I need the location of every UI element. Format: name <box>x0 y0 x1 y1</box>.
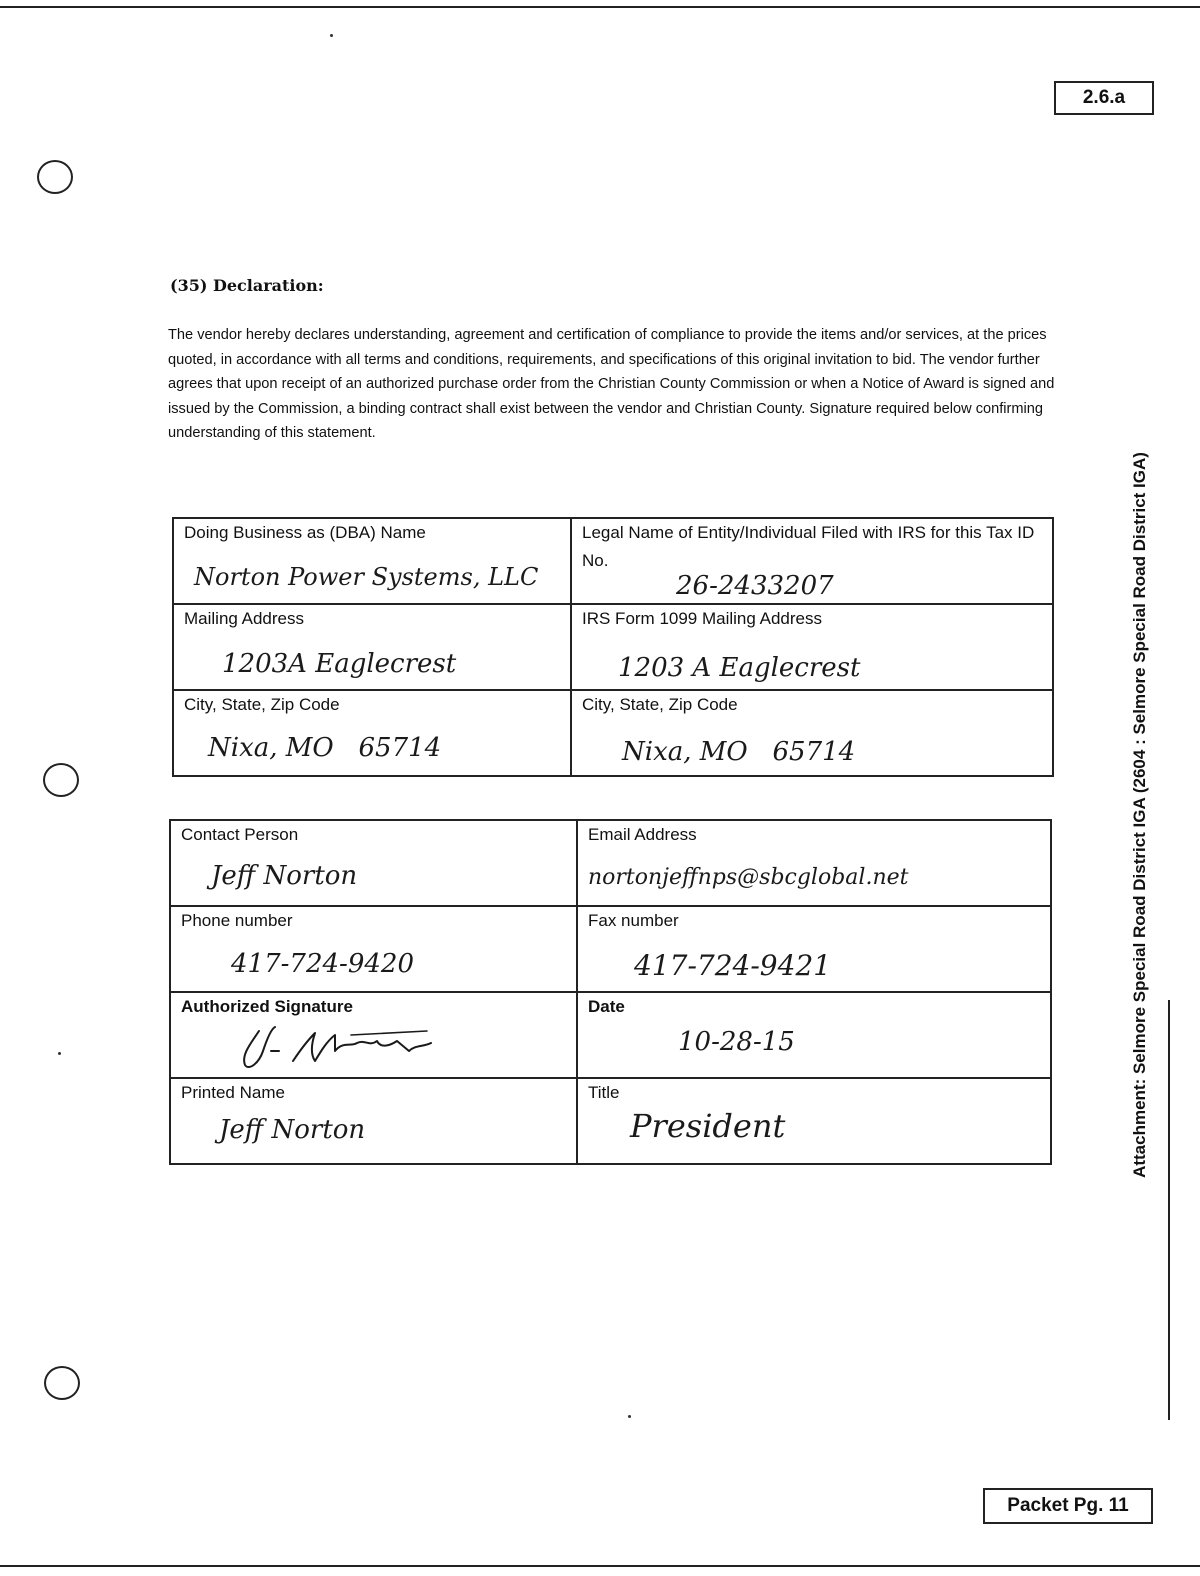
title-cell <box>577 1078 1051 1164</box>
city-state-zip-2-value: Nixa, MO 65714 <box>622 737 856 767</box>
contact-info-table <box>169 819 1052 1165</box>
signature-icon <box>231 1021 451 1075</box>
date-cell <box>577 992 1051 1078</box>
scan-speck <box>628 1415 631 1418</box>
top-rule <box>0 6 1200 8</box>
dba-value: Norton Power Systems, LLC <box>194 563 539 591</box>
fax-label: Fax number <box>588 911 679 930</box>
section-tag: 2.6.a <box>1054 81 1154 115</box>
date-value: 10-28-15 <box>678 1027 795 1057</box>
email-cell <box>577 820 1051 906</box>
punch-hole-icon <box>43 763 79 797</box>
punch-hole-icon <box>37 160 73 194</box>
phone-cell <box>170 906 577 992</box>
contact-person-label: Contact Person <box>181 825 299 844</box>
mailing-address-value: 1203A Eaglecrest <box>222 649 457 679</box>
punch-hole-icon <box>44 1366 80 1400</box>
bottom-rule <box>0 1565 1200 1567</box>
email-value: nortonjeffnps@sbcglobal.net <box>588 865 909 890</box>
dba-cell <box>173 518 571 604</box>
contact-person-cell <box>170 820 577 906</box>
phone-label: Phone number <box>181 911 293 930</box>
printed-name-value: Jeff Norton <box>219 1115 366 1145</box>
mailing-address-label: Mailing Address <box>184 609 305 628</box>
attachment-side-label: Attachment: Selmore Special Road District IGA (2604 : Selmore Special Road District IGA) <box>1130 452 1149 1178</box>
city-state-zip-cell <box>173 690 571 776</box>
scan-speck <box>58 1052 61 1055</box>
city-state-zip-label: City, State, Zip Code <box>184 695 340 714</box>
declaration-text: The vendor hereby declares understanding, agreement and certification of compliance to provide the items and/or services, at the prices quoted, in accordance with all terms and conditions, requirements, and specifications of this original invitation to bid. The vendor further agrees that upon receipt of an authorized purchase order from the Christian County Commission or when a Notice of Award is signed and issued by the Commission, a binding contract shall exist between the vendor and Christian County. Signature required below confirming understanding of this statement. <box>168 327 1055 441</box>
packet-page-number: Packet Pg. 11 <box>983 1488 1153 1524</box>
title-label: Title <box>588 1083 620 1102</box>
irs-mailing-address-cell <box>571 604 1053 690</box>
fax-cell <box>577 906 1051 992</box>
irs-mailing-address-value: 1203 A Eaglecrest <box>618 653 861 683</box>
dba-label: Doing Business as (DBA) Name <box>184 523 426 542</box>
title-value: President <box>630 1107 786 1145</box>
email-label: Email Address <box>588 825 697 844</box>
city-state-zip-value: Nixa, MO 65714 <box>208 733 442 763</box>
authorized-signature-label: Authorized Signature <box>181 997 353 1016</box>
irs-mailing-address-label: IRS Form 1099 Mailing Address <box>582 609 822 628</box>
right-margin-rule <box>1168 1000 1170 1420</box>
tax-id-value: 26-2433207 <box>676 571 834 601</box>
fax-value: 417-724-9421 <box>634 949 832 982</box>
date-label: Date <box>588 997 625 1016</box>
printed-name-label: Printed Name <box>181 1083 285 1102</box>
phone-value: 417-724-9420 <box>231 949 414 979</box>
city-state-zip-2-label: City, State, Zip Code <box>582 695 738 714</box>
legal-name-label: Legal Name of Entity/Individual Filed with IRS for this Tax ID No. <box>582 523 1035 570</box>
contact-person-value: Jeff Norton <box>211 861 358 891</box>
section-heading: (35) Declaration: <box>170 276 324 295</box>
mailing-address-cell <box>173 604 571 690</box>
legal-name-cell <box>571 518 1053 604</box>
vendor-info-table <box>172 517 1054 777</box>
city-state-zip-2-cell <box>571 690 1053 776</box>
authorized-signature-cell <box>170 992 577 1078</box>
printed-name-cell <box>170 1078 577 1164</box>
scan-speck <box>330 34 333 37</box>
